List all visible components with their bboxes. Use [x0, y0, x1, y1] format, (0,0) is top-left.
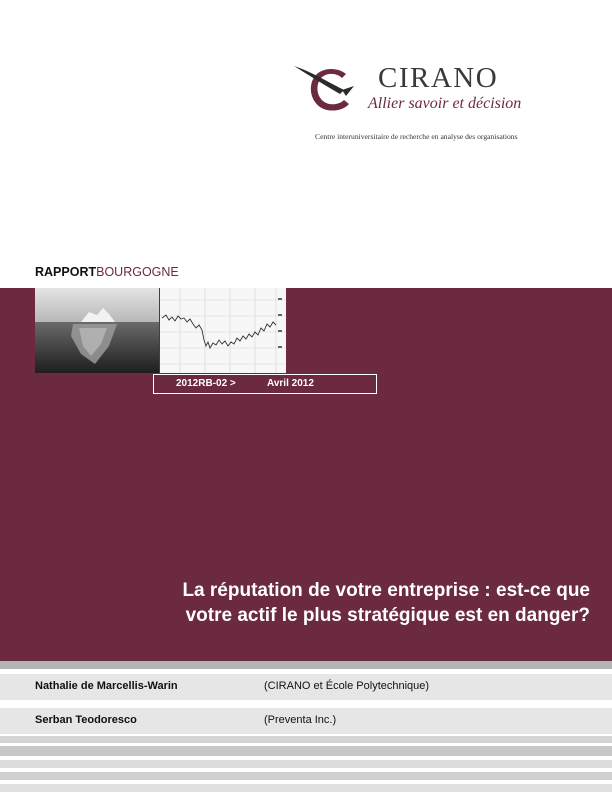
divider-stripe — [0, 661, 612, 669]
issue-number: 2012RB-02 > — [176, 378, 236, 389]
footer-stripe — [0, 746, 612, 756]
cirano-logo-icon — [294, 64, 364, 114]
author-affiliation: (CIRANO et École Polytechnique) — [264, 680, 430, 692]
divider-stripe — [0, 700, 612, 706]
brand-name: CIRANO — [378, 62, 499, 94]
institution-name: Centre interuniversitaire de recherche en analyse des organisations — [315, 132, 518, 141]
series-label — [35, 266, 179, 279]
report-title-line2: votre actif le plus stratégique est en danger? — [185, 605, 590, 626]
footer-stripe — [0, 784, 612, 792]
brand-tagline: Allier savoir et décision — [368, 95, 522, 112]
issue-date: Avril 2012 — [267, 378, 314, 389]
series-label-part1: RAPPORT — [35, 265, 97, 279]
author-name: Serban Teodoresco — [35, 714, 137, 726]
report-title-line1: La réputation de votre entreprise : est-ce que — [182, 580, 590, 601]
footer-stripe — [0, 760, 612, 768]
issue-info-bar — [153, 374, 377, 394]
iceberg-photo — [35, 288, 159, 373]
footer-stripe — [0, 772, 612, 780]
author-row — [0, 674, 612, 700]
report-title — [40, 578, 590, 628]
author-affiliation: (Preventa Inc.) — [264, 714, 337, 726]
footer-stripe — [0, 736, 612, 743]
stock-chart-photo — [160, 288, 286, 373]
author-row — [0, 708, 612, 734]
author-name: Nathalie de Marcellis-Warin — [35, 680, 178, 692]
series-label-part2: BOURGOGNE — [96, 265, 179, 279]
